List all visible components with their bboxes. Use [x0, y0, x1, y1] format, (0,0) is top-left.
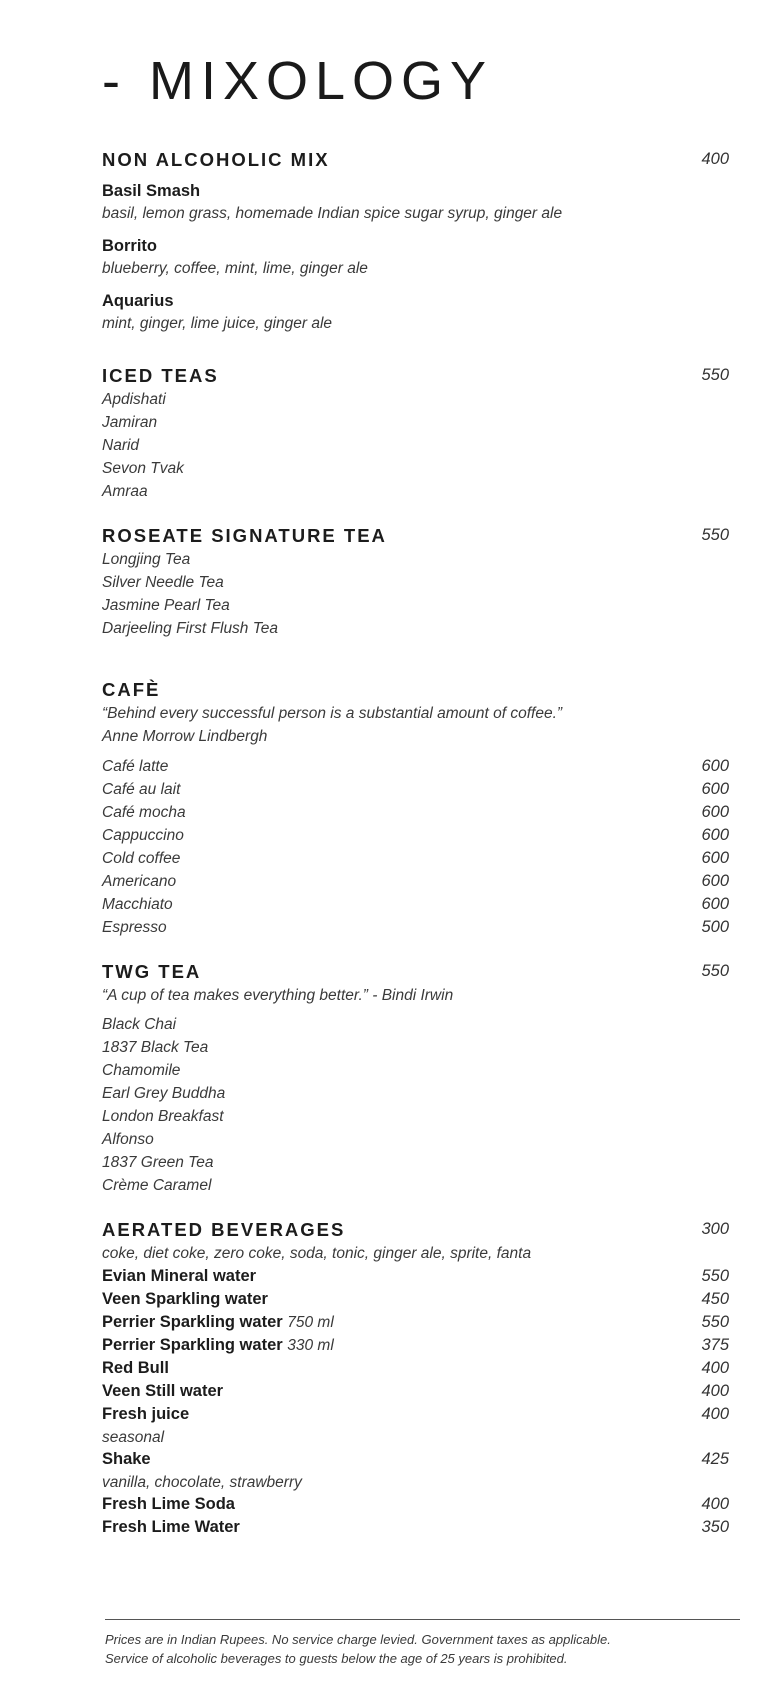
item-description-row	[102, 1471, 729, 1493]
item-price: 600	[701, 872, 729, 890]
section-title: AERATED BEVERAGES	[102, 1219, 346, 1240]
section-title: ROSEATE SIGNATURE TEA	[102, 525, 387, 546]
list-item: Apdishati	[102, 391, 166, 408]
menu-item-americano	[102, 870, 729, 893]
menu-item-cappuccino	[102, 824, 729, 847]
section-header	[102, 524, 729, 548]
item-price: 400	[701, 1382, 729, 1400]
item-name: Perrier Sparkling water 750 ml	[102, 1313, 334, 1331]
item-name: Cold coffee	[102, 850, 181, 867]
footer-notes	[105, 1630, 611, 1668]
item-size: 330 ml	[287, 1337, 334, 1354]
section-price: 300	[701, 1220, 729, 1238]
section-roseate-signature-tea	[102, 524, 729, 640]
item-price: 375	[701, 1336, 729, 1354]
item-price: 500	[701, 918, 729, 936]
item-name: Espresso	[102, 919, 167, 936]
footer-line: Prices are in Indian Rupees. No service charge levied. Government taxes as applicable.	[105, 1632, 611, 1647]
section-header	[102, 148, 729, 172]
quote-author: Anne Morrow Lindbergh	[102, 728, 268, 745]
list-item: Black Chai	[102, 1016, 177, 1033]
item-price: 550	[701, 1267, 729, 1285]
item-name: Fresh juice	[102, 1405, 190, 1423]
item-name: Café mocha	[102, 804, 186, 821]
section-price: 550	[701, 526, 729, 544]
section-aerated-beverages	[102, 1218, 729, 1539]
item-name: Veen Still water	[102, 1382, 224, 1400]
footer-line: Service of alcoholic beverages to guests below the age of 25 years is prohibited.	[105, 1651, 568, 1666]
list-item: 1837 Black Tea	[102, 1039, 209, 1056]
menu-item-borrito	[102, 235, 729, 280]
section-title: CAFÈ	[102, 679, 161, 700]
section-title: NON ALCOHOLIC MIX	[102, 149, 330, 170]
menu-item-cold-coffee	[102, 847, 729, 870]
section-header	[102, 1218, 729, 1242]
menu-item-fresh-juice	[102, 1403, 729, 1426]
item-price: 600	[701, 826, 729, 844]
section-quote: “A cup of tea makes everything better.” - Bindi Irwin	[102, 987, 454, 1004]
item-name: Americano	[102, 873, 177, 890]
list-item: Alfonso	[102, 1131, 154, 1148]
list-item: Amraa	[102, 483, 148, 500]
menu-item-perrier-750	[102, 1311, 729, 1334]
item-name: Red Bull	[102, 1359, 169, 1377]
item-name: Veen Sparkling water	[102, 1290, 268, 1308]
item-price: 400	[701, 1495, 729, 1513]
item-price: 550	[701, 1313, 729, 1331]
list-item: Crème Caramel	[102, 1177, 212, 1194]
item-name: Cappuccino	[102, 827, 184, 844]
list-item: 1837 Green Tea	[102, 1154, 214, 1171]
item-name: Macchiato	[102, 896, 173, 913]
menu-item-evian	[102, 1265, 729, 1288]
item-name: Café au lait	[102, 781, 181, 798]
item-price: 600	[701, 757, 729, 775]
menu-item-macchiato	[102, 893, 729, 916]
section-title: TWG TEA	[102, 961, 202, 982]
list-item: Chamomile	[102, 1062, 181, 1079]
section-header	[102, 364, 729, 388]
item-price: 600	[701, 780, 729, 798]
menu-item-shake	[102, 1448, 729, 1471]
item-price: 400	[701, 1359, 729, 1377]
item-price: 400	[701, 1405, 729, 1423]
item-name: Fresh Lime Soda	[102, 1495, 235, 1513]
list-item: Longjing Tea	[102, 551, 191, 568]
menu-item-fresh-lime-water	[102, 1516, 729, 1539]
menu-item-fresh-lime-soda	[102, 1493, 729, 1516]
list-item: Earl Grey Buddha	[102, 1085, 226, 1102]
item-description: seasonal	[102, 1429, 165, 1446]
list-item: Jamiran	[102, 414, 158, 431]
item-price: 600	[701, 895, 729, 913]
item-name: Evian Mineral water	[102, 1267, 257, 1285]
section-price: 400	[701, 150, 729, 168]
menu-item-cafe-mocha	[102, 801, 729, 824]
section-non-alcoholic-mix	[102, 148, 729, 335]
list-item: Jasmine Pearl Tea	[102, 597, 230, 614]
item-name: Basil Smash	[102, 182, 201, 200]
item-price: 600	[701, 803, 729, 821]
item-description: vanilla, chocolate, strawberry	[102, 1474, 302, 1491]
menu-item-perrier-330	[102, 1334, 729, 1357]
section-twg-tea	[102, 960, 729, 1197]
section-title: ICED TEAS	[102, 365, 219, 386]
menu-item-cafe-latte	[102, 755, 729, 778]
item-name: Shake	[102, 1450, 151, 1468]
section-price: 550	[701, 962, 729, 980]
item-size: 750 ml	[287, 1314, 334, 1331]
menu-item-veen-still	[102, 1380, 729, 1403]
section-header	[102, 678, 729, 702]
item-price: 425	[701, 1450, 729, 1468]
page-title: - MIXOLOGY	[102, 51, 494, 111]
section-quote: “Behind every successful person is a substantial amount of coffee.”	[102, 705, 563, 722]
list-item: London Breakfast	[102, 1108, 224, 1125]
section-header	[102, 960, 729, 984]
item-price: 600	[701, 849, 729, 867]
item-name: Borrito	[102, 237, 157, 255]
item-description: blueberry, coffee, mint, lime, ginger ale	[102, 260, 368, 277]
section-iced-teas	[102, 364, 729, 503]
item-price: 350	[701, 1518, 729, 1536]
item-name: Fresh Lime Water	[102, 1518, 240, 1536]
section-price: 550	[701, 366, 729, 384]
item-description: basil, lemon grass, homemade Indian spice sugar syrup, ginger ale	[102, 205, 563, 222]
menu-item-cafe-au-lait	[102, 778, 729, 801]
section-description: coke, diet coke, zero coke, soda, tonic, ginger ale, sprite, fanta	[102, 1245, 532, 1262]
list-item: Sevon Tvak	[102, 460, 184, 477]
list-item: Darjeeling First Flush Tea	[102, 620, 279, 637]
menu-item-veen-sparkling	[102, 1288, 729, 1311]
list-item: Silver Needle Tea	[102, 574, 224, 591]
item-description-row	[102, 1426, 729, 1448]
menu-item-aquarius	[102, 290, 729, 335]
menu-item-espresso	[102, 916, 729, 939]
footer-divider	[105, 1619, 740, 1620]
menu-item-basil-smash	[102, 180, 729, 225]
item-price: 450	[701, 1290, 729, 1308]
item-description: mint, ginger, lime juice, ginger ale	[102, 315, 333, 332]
menu-item-red-bull	[102, 1357, 729, 1380]
item-name: Perrier Sparkling water 330 ml	[102, 1336, 334, 1354]
item-name: Aquarius	[102, 292, 174, 310]
section-cafe	[102, 678, 729, 939]
list-item: Narid	[102, 437, 140, 454]
item-name: Café latte	[102, 758, 169, 775]
